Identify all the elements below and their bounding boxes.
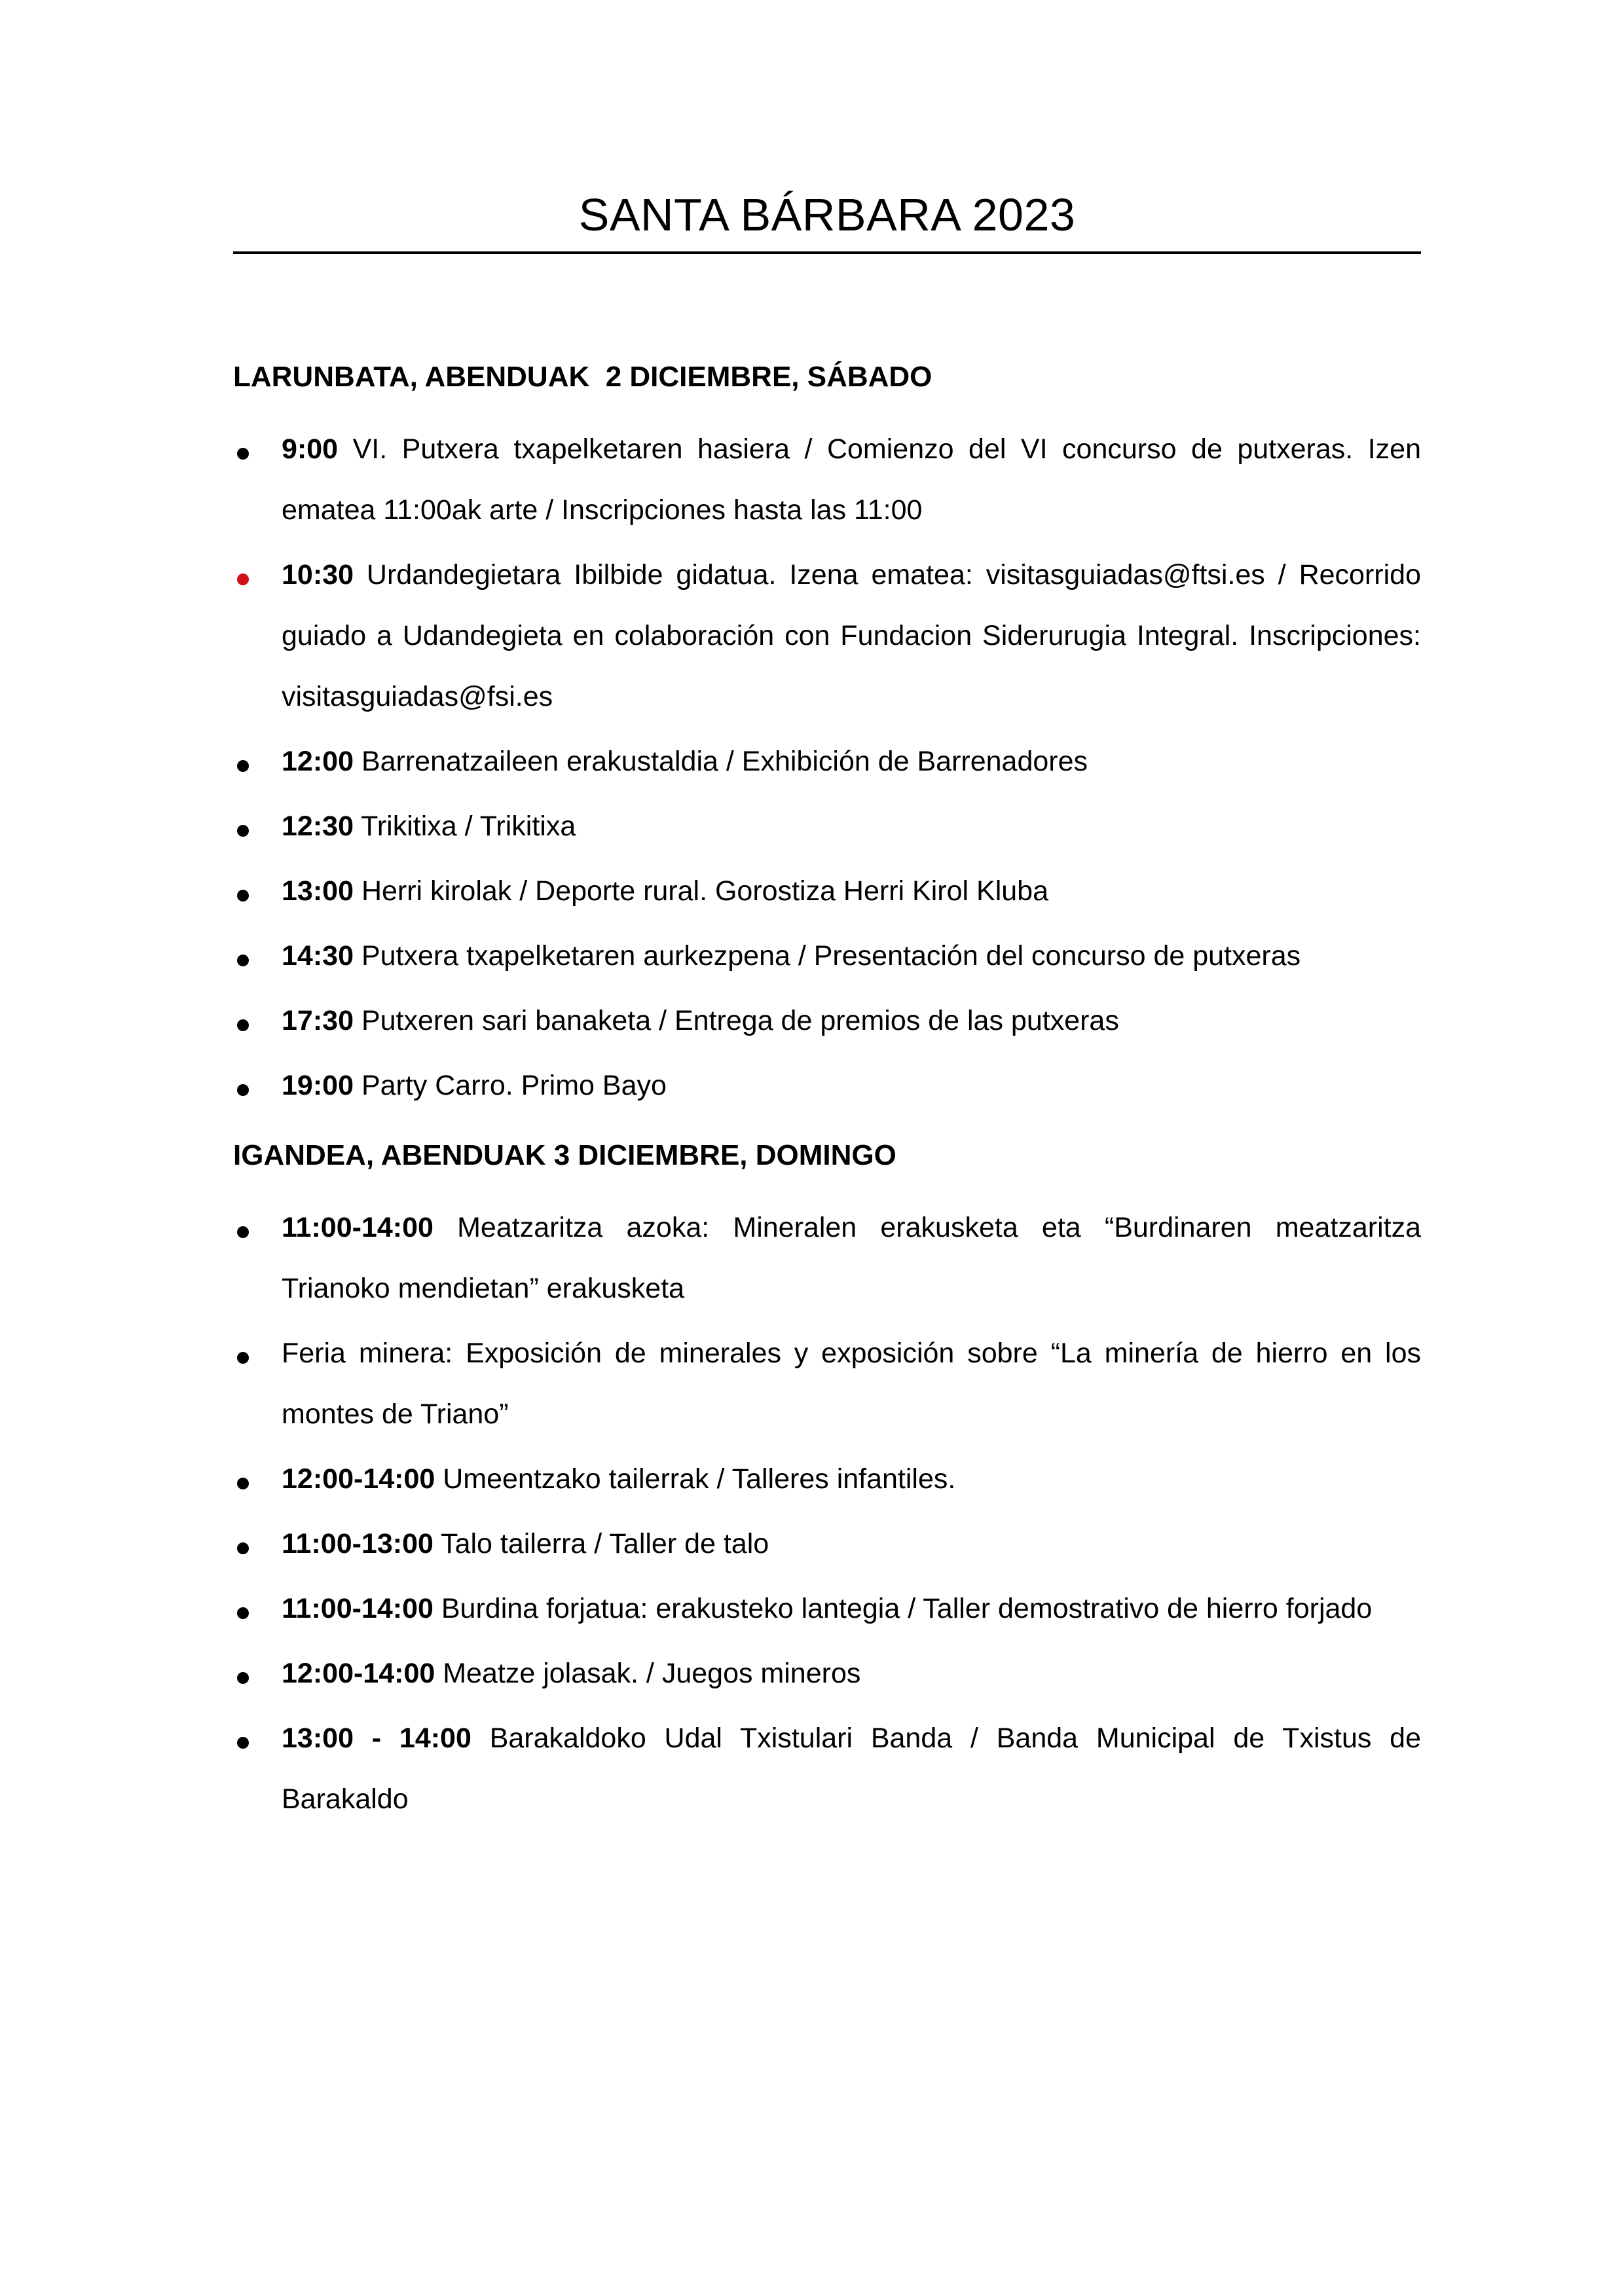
event-item [233, 796, 1421, 857]
event-time: 17:30 [282, 1005, 354, 1036]
bullet-marker [237, 825, 249, 837]
event-line [282, 1197, 1421, 1319]
event-list [233, 1197, 1421, 1830]
event-description: Meatzaritza azoka: Mineralen erakusketa eta “Burdinaren meatzaritza Trianoko mendietan” erakusketa [282, 1212, 1421, 1304]
event-description: VI. Putxera txapelketaren hasiera / Comienzo del VI concurso de putxeras. Izen ematea 11:00ak arte / Inscripciones hasta las 11:00 [282, 433, 1421, 526]
event-description: Putxera txapelketaren aurkezpena / Presentación del concurso de putxeras [361, 940, 1301, 972]
bullet-marker [237, 1019, 249, 1031]
event-description: Burdina forjatua: erakusteko lantegia / Taller demostrativo de hierro forjado [441, 1593, 1373, 1624]
event-time: 12:00 [282, 746, 354, 777]
event-description: Meatze jolasak. / Juegos mineros [443, 1658, 861, 1689]
event-line [282, 419, 1421, 541]
bullet-marker [237, 1084, 249, 1096]
event-description: Umeentzako tailerrak / Talleres infantiles. [443, 1463, 956, 1495]
event-description: Herri kirolak / Deporte rural. Gorostiza Herri Kirol Kluba [361, 875, 1048, 907]
event-time: 11:00-14:00 [282, 1212, 434, 1243]
event-description: Barakaldoko Udal Txistulari Banda / Banda Municipal de Txistus de Barakaldo [282, 1722, 1421, 1815]
event-line [282, 1514, 1421, 1575]
event-description: Trikitixa / Trikitixa [361, 811, 576, 842]
bullet-marker [237, 890, 249, 902]
event-time: 12:00-14:00 [282, 1658, 435, 1689]
event-item [233, 1197, 1421, 1319]
bullet-marker [237, 1737, 249, 1749]
event-line [282, 1578, 1421, 1639]
event-line [282, 796, 1421, 857]
event-line [282, 545, 1421, 727]
event-item [233, 1055, 1421, 1116]
event-time: 11:00-13:00 [282, 1528, 434, 1559]
title-block [233, 0, 1421, 254]
event-line [282, 991, 1421, 1051]
event-item [233, 991, 1421, 1051]
event-list [233, 419, 1421, 1116]
event-item [233, 1449, 1421, 1510]
document-content [233, 0, 1421, 1834]
bullet-marker [237, 1226, 249, 1238]
document-title: SANTA BÁRBARA 2023 [578, 189, 1076, 240]
document-body [233, 357, 1421, 1830]
event-description: Party Carro. Primo Bayo [361, 1070, 667, 1101]
event-item [233, 1323, 1421, 1445]
event-item [233, 1514, 1421, 1575]
event-description: Feria minera: Exposición de minerales y exposición sobre “La minería de hierro en los montes de Triano” [282, 1338, 1421, 1430]
event-description: Urdandegietara Ibilbide gidatua. Izena ematea: visitasguiadas@ftsi.es / Recorrido guiado a Udandegieta en colaboración con Fundacion Siderurugia Integral. Inscripciones: visitasguiadas@fsi.es [282, 559, 1421, 712]
event-line [282, 731, 1421, 792]
event-line [282, 1055, 1421, 1116]
bullet-marker [237, 1607, 249, 1619]
event-line [282, 1323, 1421, 1445]
event-line [282, 1643, 1421, 1704]
event-item [233, 1708, 1421, 1830]
event-description: Putxeren sari banaketa / Entrega de premios de las putxeras [361, 1005, 1119, 1036]
event-description: Barrenatzaileen erakustaldia / Exhibición de Barrenadores [361, 746, 1088, 777]
event-line [282, 1449, 1421, 1510]
schedule-section [233, 357, 1421, 1116]
event-time: 19:00 [282, 1070, 354, 1101]
event-time: 11:00-14:00 [282, 1593, 434, 1624]
section-heading: LARUNBATA, ABENDUAK 2 DICIEMBRE, SÁBADO [233, 361, 932, 393]
event-item [233, 861, 1421, 922]
event-line [282, 926, 1421, 987]
event-item [233, 545, 1421, 727]
event-time: 12:30 [282, 811, 354, 842]
bullet-marker [237, 1478, 249, 1489]
bullet-marker [237, 448, 249, 460]
section-heading: IGANDEA, ABENDUAK 3 DICIEMBRE, DOMINGO [233, 1139, 896, 1171]
event-description: Talo tailerra / Taller de talo [441, 1528, 769, 1559]
event-item [233, 926, 1421, 987]
event-time: 13:00 [282, 875, 354, 907]
event-line [282, 1708, 1421, 1830]
bullet-marker [237, 1672, 249, 1684]
event-item [233, 1578, 1421, 1639]
bullet-marker [237, 955, 249, 966]
event-time: 9:00 [282, 433, 339, 465]
event-time: 13:00 - 14:00 [282, 1722, 471, 1754]
event-line [282, 861, 1421, 922]
bullet-marker [237, 1542, 249, 1554]
event-item [233, 419, 1421, 541]
event-item [233, 1643, 1421, 1704]
event-time: 10:30 [282, 559, 354, 591]
bullet-marker [237, 760, 249, 772]
schedule-section [233, 1136, 1421, 1830]
event-item [233, 731, 1421, 792]
event-time: 14:30 [282, 940, 354, 972]
bullet-marker [237, 1352, 249, 1364]
event-time: 12:00-14:00 [282, 1463, 435, 1495]
bullet-marker [237, 574, 249, 585]
